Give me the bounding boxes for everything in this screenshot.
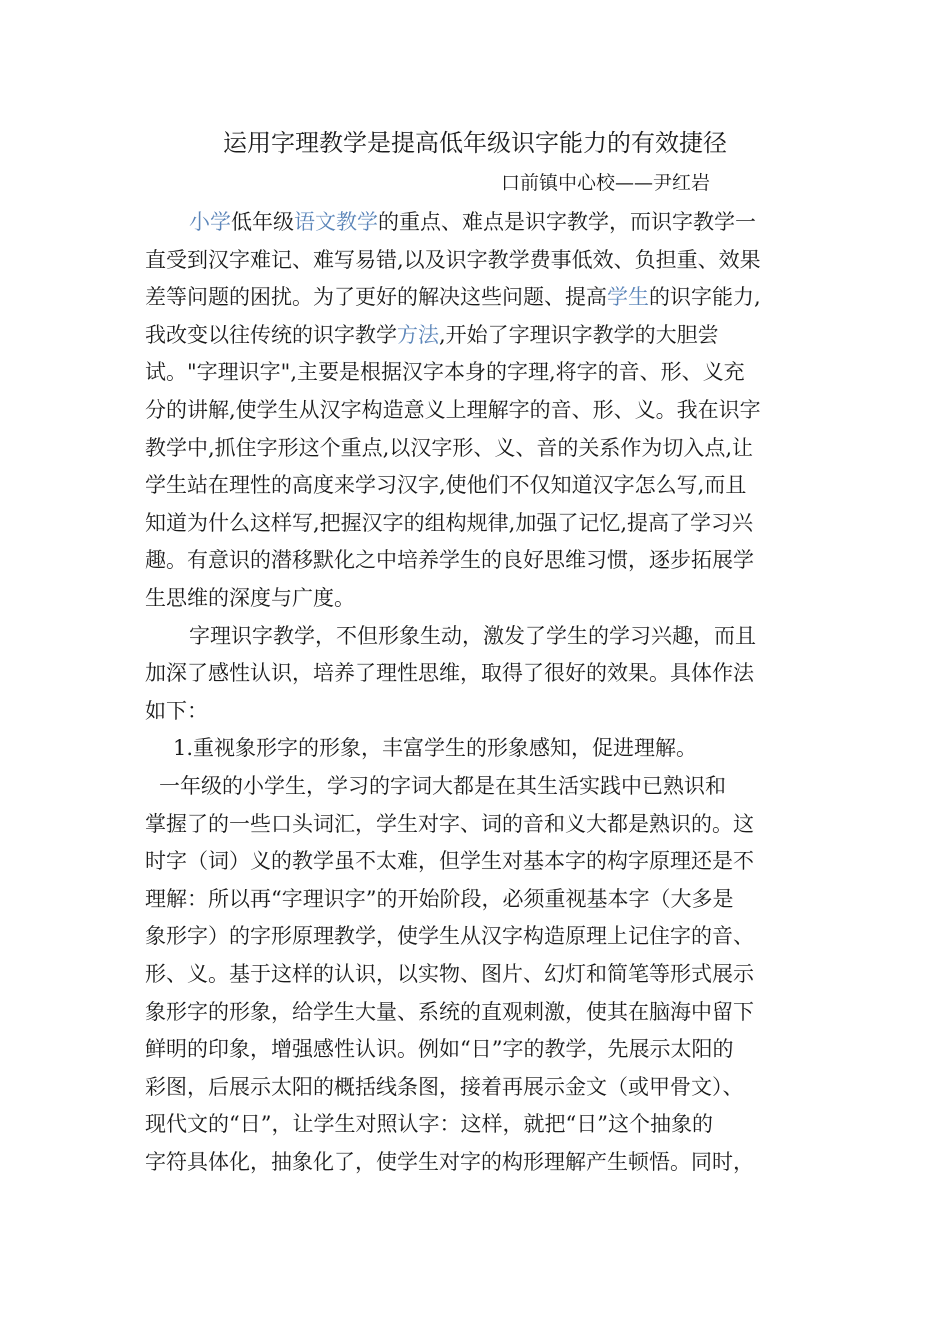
text-segment: 现代文的“日”，让学生对照认字：这样，就把“日”这个抽象的	[145, 1112, 713, 1137]
body-line	[145, 997, 810, 1027]
author-name: 口前镇中心校——尹红岩	[500, 172, 710, 194]
body-line	[145, 846, 810, 876]
text-segment: 如下：	[145, 698, 208, 723]
text-segment: 字符具体化，抽象化了，使学生对字的构形理解产生顿悟。同时，	[145, 1150, 754, 1174]
keyword-link[interactable]: 小学	[189, 210, 231, 234]
text-segment: 直受到汉字难记、难写易错,以及识字教学费事低效、负担重、效果	[145, 247, 761, 272]
text-segment: 鲜明的印象，增强感性认识。例如“日”字的教学，先展示太阳的	[145, 1037, 734, 1062]
text-segment: 的重点、难点是识字教学，而识字教学一	[378, 210, 756, 234]
body-line	[145, 884, 810, 914]
text-segment: 分的讲解,使学生从汉字构造意义上理解字的音、形、义。我在识字	[145, 398, 761, 422]
text-segment: 试。"字理识字",主要是根据汉字本身的字理,将字的音、形、义充	[145, 360, 745, 385]
text-segment: 趣。有意识的潜移默化之中培养学生的良好思维习惯，逐步拓展学	[145, 548, 754, 573]
author-line	[145, 170, 805, 196]
body-line	[145, 696, 810, 726]
text-segment: 字理识字教学，不但形象生动，激发了学生的学习兴趣，而且	[189, 623, 756, 648]
document-title: 运用字理教学是提高低年级识字能力的有效捷径	[223, 129, 727, 157]
text-segment: 低年级	[231, 210, 294, 234]
body-line	[145, 959, 810, 989]
body-line	[145, 395, 810, 425]
body-line	[145, 658, 810, 688]
text-segment: 时字（词）义的教学虽不太难，但学生对基本字的构字原理还是不	[145, 849, 754, 874]
text-segment: 象形字）的字形原理教学，使学生从汉字构造原理上记住字的音、	[145, 924, 754, 949]
text-segment: 1.重视象形字的形象，丰富学生的形象感知，促进理解。	[173, 736, 698, 761]
body-line	[145, 621, 854, 651]
body-line	[145, 733, 838, 763]
body-line	[145, 357, 810, 387]
body-line	[145, 771, 824, 801]
body-line	[145, 433, 810, 463]
text-segment: 差等问题的困扰。为了更好的解决这些问题、提高	[145, 285, 607, 310]
body-line	[145, 921, 810, 951]
text-segment: 形、义。基于这样的认识，以实物、图片、幻灯和简笔等形式展示	[145, 962, 754, 986]
text-segment: 理解：所以再“字理识字”的开始阶段，必须重视基本字（大多是	[145, 886, 734, 911]
text-segment: 加深了感性认识，培养了理性思维，取得了很好的效果。具体作法	[145, 661, 754, 686]
text-segment: ,开始了字理识字教学的大胆尝	[439, 322, 719, 347]
text-segment: 生思维的深度与广度。	[145, 586, 355, 610]
body-line	[145, 545, 810, 575]
keyword-link[interactable]: 学生	[607, 285, 649, 310]
body-line	[145, 1109, 810, 1139]
text-segment: 象形字的形象，给学生大量、系统的直观刺激，使其在脑海中留下	[145, 999, 754, 1024]
body-line	[145, 282, 810, 312]
text-segment: 我改变以往传统的识字教学	[145, 322, 397, 347]
body-line	[145, 508, 810, 538]
text-segment: 一年级的小学生，学习的字词大都是在其生活实践中已熟识和	[159, 774, 726, 798]
keyword-link[interactable]: 语文教学	[294, 210, 378, 234]
text-segment: 学生站在理性的高度来学习汉字,使他们不仅知道汉字怎么写,而且	[145, 473, 747, 498]
body-line	[145, 207, 854, 237]
body-line	[145, 320, 810, 350]
body-line	[145, 1072, 810, 1102]
body-line	[145, 470, 810, 500]
text-segment: 的识字能力,	[649, 285, 761, 310]
text-segment: 彩图，后展示太阳的概括线条图，接着再展示金文（或甲骨文）、	[145, 1074, 744, 1099]
body-line	[145, 809, 810, 839]
body-line	[145, 1034, 810, 1064]
keyword-link[interactable]: 方法	[397, 322, 439, 347]
text-segment: 教学中,抓住字形这个重点,以汉字形、义、音的关系作为切入点,让	[145, 435, 754, 460]
body-line	[145, 583, 810, 613]
text-segment: 掌握了的一些口头词汇，学生对字、词的音和义大都是熟识的。这	[145, 811, 754, 836]
text-segment: 知道为什么这样写,把握汉字的组构规律,加强了记忆,提高了学习兴	[145, 510, 754, 535]
body-line	[145, 245, 810, 275]
body-line	[145, 1147, 810, 1177]
